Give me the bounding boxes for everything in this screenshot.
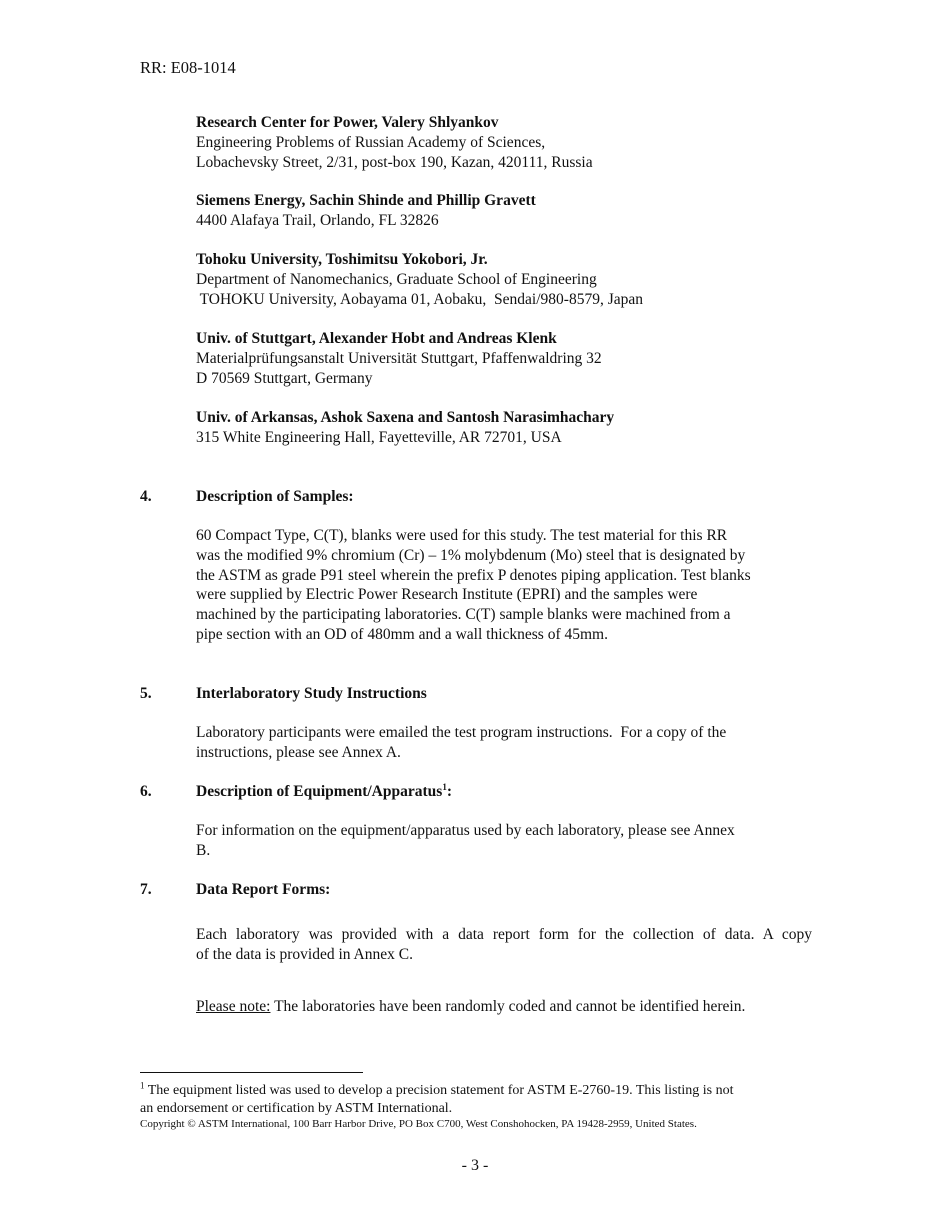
body-line: 60 Compact Type, C(T), blanks were used for this study. The test material for this RR [196, 527, 728, 544]
body-line: instructions, please see Annex A. [196, 743, 401, 761]
body-line: were supplied by Electric Power Research Institute (EPRI) and the samples were [196, 586, 698, 604]
org-address-line: D 70569 Stuttgart, Germany [196, 369, 373, 387]
section-body-equipment [196, 821, 812, 861]
org-address-line: 315 White Engineering Hall, Fayetteville, AR 72701, USA [196, 428, 562, 446]
org-name: Univ. of Arkansas, Ashok Saxena and Santosh Narasimhachary [196, 409, 615, 426]
section-number: 5. [140, 685, 152, 702]
section-title-instructions: Interlaboratory Study Instructions [196, 685, 427, 702]
footnote-divider [140, 1072, 363, 1073]
org-research-center [196, 113, 836, 172]
section-title-samples: Description of Samples: [196, 488, 354, 505]
body-line: the ASTM as grade P91 steel wherein the prefix P denotes piping application. Test blanks [196, 566, 751, 584]
org-arkansas [196, 408, 836, 448]
org-name: Siemens Energy, Sachin Shinde and Phillip Gravett [196, 192, 536, 209]
org-address-line: TOHOKU University, Aobayama 01, Aobaku, Sendai/980-8579, Japan [196, 290, 644, 308]
body-line: was the modified 9% chromium (Cr) – 1% molybdenum (Mo) steel that is designated by [196, 546, 746, 564]
org-name: Research Center for Power, Valery Shlyankov [196, 114, 499, 131]
org-stuttgart [196, 329, 836, 388]
section-body-instructions [196, 723, 812, 763]
body-line: Each laboratory was provided with a data report form for the collection of data. A copy [196, 926, 812, 943]
section-body-samples [196, 526, 812, 645]
org-siemens [196, 191, 836, 231]
org-tohoku [196, 250, 836, 309]
body-line: B. [196, 841, 211, 859]
footnote [140, 1082, 810, 1117]
body-line: For information on the equipment/apparatus used by each laboratory, please see Annex [196, 822, 735, 839]
body-line: pipe section with an OD of 480mm and a wall thickness of 45mm. [196, 625, 608, 643]
footnote-marker: 1 [140, 1080, 145, 1091]
please-note [196, 997, 836, 1017]
note-label: Please note: [196, 998, 271, 1015]
report-id-header: RR: E08-1014 [140, 58, 236, 77]
body-line: of the data is provided in Annex C. [196, 945, 413, 963]
section-number: 4. [140, 488, 152, 505]
org-address-line: Materialprüfungsanstalt Universität Stuttgart, Pfaffenwaldring 32 [196, 349, 602, 367]
org-address-line: Engineering Problems of Russian Academy of Sciences, [196, 133, 546, 151]
section-body-data-forms [196, 925, 812, 965]
footnote-line: The equipment listed was used to develop a precision statement for ASTM E-2760-19. This listing is not [144, 1083, 734, 1098]
section-number: 6. [140, 783, 152, 800]
body-line: Laboratory participants were emailed the test program instructions. For a copy of the [196, 724, 727, 741]
org-address-line: Department of Nanomechanics, Graduate School of Engineering [196, 270, 597, 288]
section-number: 7. [140, 881, 152, 898]
org-name: Tohoku University, Toshimitsu Yokobori, Jr. [196, 251, 488, 268]
page-number: - 3 - [461, 1157, 489, 1174]
body-line: machined by the participating laboratories. C(T) sample blanks were machined from a [196, 606, 731, 624]
org-name: Univ. of Stuttgart, Alexander Hobt and Andreas Klenk [196, 330, 557, 347]
copyright-line: Copyright © ASTM International, 100 Barr Harbor Drive, PO Box C700, West Conshohocken, PA 19428-2959, United States. [140, 1118, 697, 1130]
org-address-line: Lobachevsky Street, 2/31, post-box 190, Kazan, 420111, Russia [196, 153, 593, 171]
section-title-data-forms: Data Report Forms: [196, 881, 331, 898]
org-address-line: 4400 Alafaya Trail, Orlando, FL 32826 [196, 211, 439, 229]
note-text: The laboratories have been randomly coded and cannot be identified herein. [270, 998, 746, 1015]
footnote-ref: 1 [442, 781, 447, 792]
footnote-line: an endorsement or certification by ASTM International. [140, 1100, 453, 1116]
section-title-equipment: Description of Equipment/Apparatus$^1$: [196, 781, 452, 800]
